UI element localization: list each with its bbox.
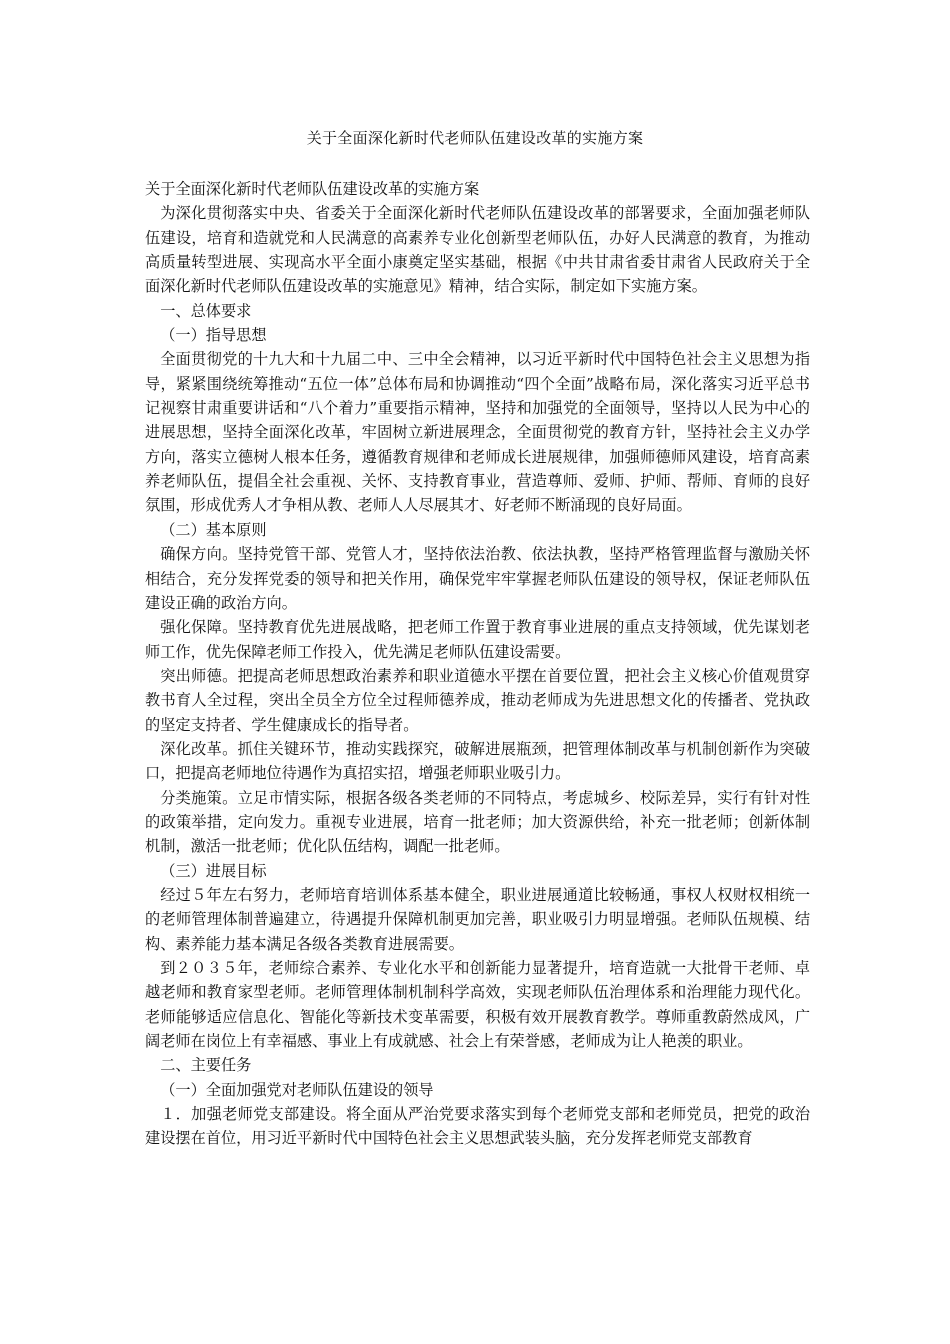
- paragraph-principle-reform: 深化改革。抓住关键环节，推动实践探究，破解进展瓶颈，把管理体制改革与机制创新作为突破口，把提高老师地位待遇作为真招实招，增强老师职业吸引力。: [145, 739, 810, 783]
- section-heading-main-tasks: 二、主要任务: [160, 1056, 252, 1075]
- paragraph-principle-direction: 确保方向。坚持党管干部、党管人才，坚持依法治教、依法执教，坚持严格管理监督与激励关怀相结合，充分发挥党委的领导和把关作用，确保党牢牢掌握老师队伍建设的领导权，保证老师队伍建设正确的政治方向。: [145, 545, 810, 612]
- paragraph-party-branch: １．加强老师党支部建设。将全面从严治党要求落实到每个老师党支部和老师党员，把党的政治建设摆在首位，用习近平新时代中国特色社会主义思想武装头脑，充分发挥老师党支部教育: [145, 1105, 810, 1148]
- paragraph-principle-guarantee: 强化保障。坚持教育优先进展战略，把老师工作置于教育事业进展的重点支持领域，优先谋划老师工作，优先保障老师工作投入，优先满足老师队伍建设需要。: [145, 618, 810, 661]
- section-heading-general-requirements: 一、总体要求: [160, 301, 252, 320]
- paragraph-goals-2035: 到２０３５年，老师综合素养、专业化水平和创新能力显著提升，培育造就一大批骨干老师、卓越老师和教育家型老师。老师管理体制机制科学高效，实现老师队伍治理体系和治理能力现代化。老师能够适应信息化、智能化等新技术变革需要，积极有效开展教育教学。尊师重教蔚然成风，广阔老师在岗位上有幸福感、事业上有成就感、社会上有荣誉感，老师成为让人艳羡的职业。: [145, 959, 810, 1051]
- paragraph-principle-ethics: 突出师德。把提高老师思想政治素养和职业道德水平摆在首要位置，把社会主义核心价值观贯穿教书育人全过程，突出全员全方位全过程师德养成，推动老师成为先进思想文化的传播者、党执政的坚定支持者、学生健康成长的指导者。: [145, 666, 810, 734]
- paragraph-principle-classified: 分类施策。立足市情实际，根据各级各类老师的不同特点，考虑城乡、校际差异，实行有针对性的政策举措，定向发力。重视专业进展，培育一批老师；加大资源供给，补充一批老师；创新体制机制，激活一批老师；优化队伍结构，调配一批老师。: [145, 788, 810, 856]
- subsection-heading-basic-principles: （二）基本原则: [160, 520, 267, 539]
- paragraph-goals-5-years: 经过５年左右努力，老师培育培训体系基本健全，职业进展通道比较畅通，事权人权财权相统一的老师管理体制普遍建立，待遇提升保障机制更加完善，职业吸引力明显增强。老师队伍规模、结构、素养能力基本满足各级各类教育进展需要。: [145, 885, 810, 953]
- subsection-heading-party-leadership: （一）全面加强党对老师队伍建设的领导: [160, 1080, 434, 1099]
- document-body: [145, 177, 810, 1151]
- body-heading: 关于全面深化新时代老师队伍建设改革的实施方案: [145, 180, 480, 198]
- paragraph-intro: 为深化贯彻落实中央、省委关于全面深化新时代老师队伍建设改革的部署要求，全面加强老师队伍建设，培育和造就党和人民满意的高素养专业化创新型老师队伍，办好人民满意的教育，为推动高质量转型进展、实现高水平全面小康奠定坚实基础，根据《中共甘肃省委甘肃省人民政府关于全面深化新时代老师队伍建设改革的实施意见》精神，结合实际，制定如下实施方案。: [145, 204, 810, 296]
- subsection-heading-goals: （三）进展目标: [160, 861, 267, 880]
- document-title: 关于全面深化新时代老师队伍建设改革的实施方案: [306, 129, 644, 147]
- paragraph-guiding-ideology: 全面贯彻党的十九大和十九届二中、三中全会精神，以习近平新时代中国特色社会主义思想为指导，紧紧围绕统筹推动“五位一体”总体布局和协调推动“四个全面”战略布局，深化落实习近平总书记视察甘肃重要讲话和“八个着力”重要指示精神，坚持和加强党的全面领导，坚持以人民为中心的进展思想，坚持全面深化改革，牢固树立新进展理念，全面贯彻党的教育方针，坚持社会主义办学方向，落实立德树人根本任务，遵循教育规律和老师成长进展规律，加强师德师风建设，培育高素养老师队伍，提倡全社会重视、关怀、支持教育事业，营造尊师、爱师、护师、帮师、育师的良好氛围，形成优秀人才争相从教、老师人人尽展其才、好老师不断涌现的良好局面。: [145, 350, 810, 515]
- subsection-heading-guiding-ideology: （一）指导思想: [160, 326, 267, 345]
